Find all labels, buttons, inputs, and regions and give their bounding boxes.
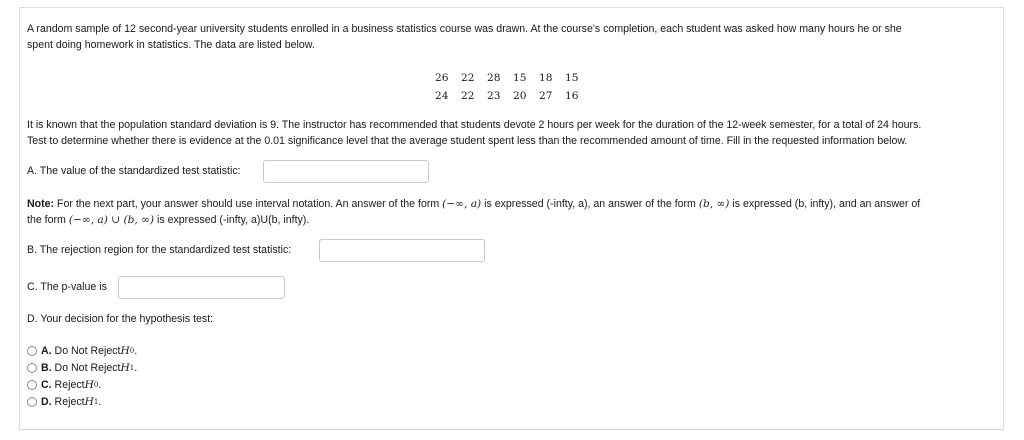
table-row: [435, 87, 591, 105]
data-cell: 27: [539, 90, 553, 102]
note-text: is expressed (-infty, a)U(b, infty).: [154, 214, 310, 226]
intro-line-2: spent doing homework in statistics. The data are listed below.: [27, 39, 315, 51]
option-end: .: [98, 379, 102, 391]
hypothesis-symbol: H: [84, 396, 94, 408]
radio-button[interactable]: [27, 380, 37, 390]
option-end: .: [134, 345, 138, 357]
data-cell: 15: [565, 72, 579, 84]
note-text: For the next part, your answer should use interval notation. An answer of the form: [54, 198, 443, 210]
note-line-2: [27, 212, 997, 229]
part-b-label: B. The rejection region for the standardized test statistic:: [27, 244, 292, 256]
data-cell: 18: [539, 72, 553, 84]
option-end: .: [98, 396, 102, 408]
option-end: .: [134, 362, 138, 374]
hypothesis-symbol: H: [84, 379, 94, 391]
radio-button[interactable]: [27, 346, 37, 356]
note-text: is expressed (b, infty), and an answer of: [729, 198, 921, 210]
data-cell: 20: [513, 90, 527, 102]
note-text: the form: [27, 214, 69, 226]
radio-button[interactable]: [27, 363, 37, 373]
option-letter: A.: [41, 345, 52, 357]
table-row: [435, 69, 591, 87]
data-table: [435, 69, 591, 105]
test-statistic-input[interactable]: [263, 160, 429, 183]
data-cell: 22: [461, 90, 475, 102]
option-letter: C.: [41, 379, 52, 391]
decision-option-d[interactable]: [27, 394, 101, 410]
data-cell: 15: [513, 72, 527, 84]
intro-line-1: A random sample of 12 second-year university students enrolled in a business statistics course was drawn. At the course's completion, each student was asked how many hours he or she: [27, 23, 902, 35]
hypothesis-symbol: H: [120, 362, 130, 374]
option-text: Do Not Reject: [54, 345, 121, 357]
interval-notation: (−∞, a) ∪ (b, ∞): [68, 214, 155, 226]
p-value-input[interactable]: [118, 276, 285, 299]
interval-notation: (−∞, a): [442, 198, 482, 210]
option-text: Reject: [54, 379, 85, 391]
note-line-1: [27, 196, 997, 213]
option-text: Do Not Reject: [54, 362, 121, 374]
context-line-2: Test to determine whether there is evidence at the 0.01 significance level that the average student spent less than the recommended amount of time. Fill in the requested information below.: [27, 135, 908, 147]
note-text: is expressed (-infty, a), an answer of the form: [481, 198, 699, 210]
decision-option-b[interactable]: [27, 360, 137, 376]
option-letter: D.: [41, 396, 52, 408]
hypothesis-subscript: 1: [93, 398, 99, 406]
hypothesis-subscript: 0: [129, 347, 135, 355]
data-cell: 24: [435, 90, 449, 102]
decision-option-c[interactable]: [27, 377, 101, 393]
hypothesis-subscript: 1: [129, 364, 135, 372]
decision-option-a[interactable]: [27, 343, 137, 359]
radio-button[interactable]: [27, 397, 37, 407]
part-a-label: A. The value of the standardized test statistic:: [27, 165, 241, 177]
data-cell: 16: [565, 90, 579, 102]
hypothesis-symbol: H: [120, 345, 130, 357]
interval-notation: (b, ∞): [698, 198, 730, 210]
hypothesis-subscript: 0: [93, 381, 99, 389]
part-c-label: C. The p-value is: [27, 281, 107, 293]
rejection-region-input[interactable]: [319, 239, 485, 262]
data-cell: 22: [461, 72, 475, 84]
note-bold: Note:: [27, 198, 55, 210]
part-d-label: D. Your decision for the hypothesis test:: [27, 313, 214, 325]
option-letter: B.: [41, 362, 52, 374]
context-line-1: It is known that the population standard deviation is 9. The instructor has recommended that students devote 2 hours per week for the duration of the 12-week semester, for a total of 24 hours.: [27, 119, 922, 131]
data-cell: 28: [487, 72, 501, 84]
data-cell: 26: [435, 72, 449, 84]
option-text: Reject: [54, 396, 85, 408]
data-cell: 23: [487, 90, 501, 102]
